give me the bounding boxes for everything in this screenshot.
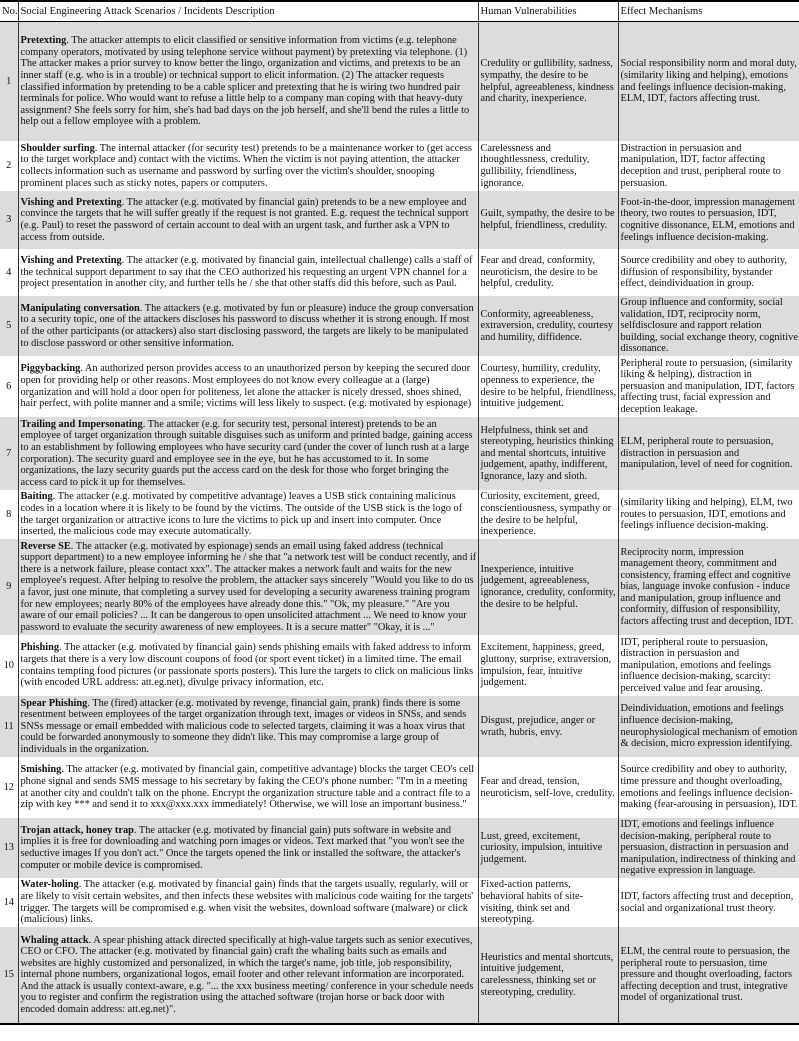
row-description — [18, 490, 478, 539]
table-header-row — [0, 1, 799, 22]
attack-title: Whaling attack — [20, 934, 89, 946]
attack-description: . The attacker (e.g. for security test, personal interest) pretends to be an employee of target organization through suitable disguises such as uniform and printed badge, gaining access to an establishment by following employees who have security card (under the cover of lunch rush at a large corporation). The security guard and employee see in the eye, but he has accustomed to it. In some organizations, the lazy security guards put the access card on the desk for those who forget bringing the access card to pick it up for themselves. — [20, 418, 473, 488]
row-number: 9 — [0, 539, 18, 635]
row-vulnerabilities: Excitement, happiness, greed, gluttony, surprise, extraversion, impulsion, fear, intuitive judgement. — [478, 635, 618, 696]
table-body — [0, 22, 799, 1025]
attack-description: . The attacker (e.g. motivated by financial gain) sends phishing emails with faked address to inform targets that there is a very low discount coupons of food (or sport event ticket) in a limited time. The email contains tempting food pictures (or passionate sports posters). This lure the targets to click on malicious links (with encoded URL address: att.eg.net), divulge privacy information, etc. — [20, 642, 474, 689]
row-mechanisms: Distraction in persuasion and manipulation, IDT, factor affecting deception and trust, peripheral route to persuasion. — [618, 141, 799, 191]
attack-description: . The (fired) attacker (e.g. motivated by revenge, financial gain, prank) finds there is some resentment between employees of the target organization through text, images or videos in SNSs, and sends SNSs message or email embedded with malicious code to selected targets, claiming it was a hoax virus that could be forwarded anonymously to someone they didn't like. This may compromise a large group of individuals in the organization. — [20, 697, 467, 755]
row-vulnerabilities: Lust, greed, excitement, curiosity, impulsion, intuitive judgement. — [478, 818, 618, 878]
row-vulnerabilities: Disgust, prejudice, anger or wrath, hubris, envy. — [478, 696, 618, 757]
row-number: 3 — [0, 191, 18, 249]
attack-description: . The attacker (e.g. motivated by espionage) sends an email using faked address (technical support department) to a new employee informing he / she that "a network test will be conduct recently, and if there is a network failure, please contact xxx". The attacker makes a network fault and waits for the new employee's request. After helping to resolve the problem, the attacker says sincerely "Would you like to do us a favor, just one minute, that completing a survey used for developing a security awareness training program for new employees; nearly 80% of the employees have already done this." "Ok, my pleasure." "Are you aware of our email policies? ... It can be dangerous to open unsolicited attachment ... We need to know your password to evaluate the security awareness of new employees. It is a secure matter" "Okay, it is ..." — [20, 540, 477, 633]
row-mechanisms: ELM, the central route to persuasion, the peripheral route to persuasion, time pressure and thought overloading, factors affecting deception and trust, integrative model of organizational trust. — [618, 927, 799, 1024]
attack-description: . A spear phishing attack directed specifically at high-value targets such as senior executives, CEO or CFO. The attacker (e.g. motivated by financial gain) craft the whaling baits such as emails and websites are highly customized and personalized, in which the target's name, job title, job responsibility, internal phone numbers, organizational logos, email footer and other relevant information are incorporated. And the attack is usually context-aware, e.g. "... the xxx business meeting/ conference in your schedule needs you to register and confirm the registration using the attached software (trojan horse or back door with encoded domain address: att.eg.net)". — [20, 934, 474, 1015]
row-mechanisms: IDT, peripheral route to persuasion, distraction in persuasion and manipulation, emotions and feelings influence decision-making, scarcity: perceived value and fear arousing. — [618, 635, 799, 696]
attack-description: . The attackers (e.g. motivated by fun or pleasure) induce the group conversation to a security topic, one of the attackers discloses his password to discuss whether it is strong enough. If most of the other participants (or attackers) also start disclosing password, the targets are likely to be manipulated to disclose password or other sensitive information. — [20, 302, 474, 349]
row-vulnerabilities: Conformity, agreeableness, extraversion, credulity, courtesy and humility, diffidence. — [478, 296, 618, 356]
table-row — [0, 141, 799, 191]
attack-title: Smishing — [20, 764, 62, 776]
row-description — [18, 635, 478, 696]
table-row — [0, 757, 799, 818]
row-number: 4 — [6, 266, 12, 278]
table-row — [0, 927, 799, 1024]
row-number: 10 — [3, 659, 14, 671]
table-row — [0, 356, 799, 417]
header-description: Social Engineering Attack Scenarios / Incidents Description — [18, 1, 478, 22]
attack-description: . The attacker (e.g. motivated by financial gain, intellectual challenge) calls a staff of the technical support department to say that the CEO authorized his requesting an urgent VPN channel for a project presentation in another city, and further tells he / she that other staffs did this before, such as Paul. — [20, 255, 473, 290]
attack-title: Pretexting — [20, 35, 67, 47]
attack-title: Trojan attack, honey trap — [20, 824, 134, 836]
row-vulnerabilities: Fear and dread, conformity, neuroticism, the desire to be helpful, credulity. — [478, 249, 618, 296]
row-vulnerabilities: Guilt, sympathy, the desire to be helpful, friendliness, credulity. — [478, 191, 618, 249]
row-mechanisms: Source credibility and obey to authority, time pressure and thought overloading, emotions and feelings influence decision-making (fear-arousing in persuasion), IDT. — [618, 757, 799, 818]
attack-title: Vishing and Pretexting — [20, 196, 122, 208]
table-row — [0, 696, 799, 757]
row-description — [18, 539, 478, 635]
row-description — [18, 878, 478, 927]
row-vulnerabilities: Curiosity, excitement, greed, conscientiousness, sympathy or the desire to be helpful, inexperience. — [478, 490, 618, 539]
table-row — [0, 490, 799, 539]
row-number: 11 — [0, 696, 18, 757]
attack-description: . The attacker (e.g. motivated by financial gain) pretends to be a new employee and convince the targets that he will suffer greatly if the request is not granted. E.g. request the technical support (e.g. Paul) to reset the password of certain account to deal with an urgent task, and further ask a VPN to access from outside. — [20, 196, 469, 243]
row-number: 5 — [0, 296, 18, 356]
row-number: 8 — [6, 508, 12, 520]
attack-description: . An authorized person provides access to an unauthorized person by keeping the secured door open for providing help or other reasons. Most employees do not know every colleague at a (large) organization and will hold a door open for politeness, let alone the attacker is nicely dressed, shoes shined, hair perfect, with polite manner and a smile; victims will less likely to suspect. (e.g. motivated by espionage) — [20, 363, 472, 410]
attack-title: Reverse SE — [20, 540, 71, 552]
row-vulnerabilities: Inexperience, intuitive judgement, agreeableness, ignorance, credulity, conformity, the desire to be helpful. — [478, 539, 618, 635]
row-number: 6 — [6, 380, 12, 392]
table-row — [0, 818, 799, 878]
row-number: 15 — [0, 927, 18, 1024]
row-vulnerabilities: Fear and dread, tension, neuroticism, self-love, credulity. — [478, 757, 618, 818]
row-mechanisms: IDT, factors affecting trust and deception, social and organizational trust theory. — [618, 878, 799, 927]
row-number: 2 — [6, 160, 12, 172]
row-mechanisms: ELM, peripheral route to persuasion, distraction in persuasion and manipulation, level of need for cognition. — [618, 417, 799, 490]
row-mechanisms: Reciprocity norm, impression management theory, commitment and consistency, framing effect and cognitive bias, language invoke confusion - induce and manipulation, group influence and conformity, diffusion of responsibility, factors affecting trust and deception, IDT. — [618, 539, 799, 635]
row-number: 14 — [3, 896, 14, 908]
attack-description: . The internal attacker (for security test) pretends to be a maintenance worker to (get access to the target workplace and) contact with the victims. When the victim is not paying attention, the attacker collects information such as username and password by surfing over the victim's shoulder, snooping prominent places such as sticky notes, papers or computers. — [20, 142, 472, 189]
row-mechanisms: Group influence and conformity, social validation, IDT, reciprocity norm, selfdisclosure and rapport relation building, social exchange theory, cognitive dissonance. — [618, 296, 799, 356]
row-description — [18, 249, 478, 296]
row-vulnerabilities: Helpfulness, think set and stereotyping, heuristics thinking and mental shortcuts, intuitive judgement, apathy, indifferent, Ignorance, lazy and sloth. — [478, 417, 618, 490]
row-mechanisms: (similarity liking and helping), ELM, two routes to persuasion, IDT, emotions and feelings influence decision-making. — [618, 490, 799, 539]
attack-title: Trailing and Impersonating — [20, 418, 143, 430]
attack-title: Manipulating conversation — [20, 302, 140, 314]
row-number: 13 — [0, 818, 18, 878]
row-vulnerabilities: Courtesy, humility, credulity, openness to experience, the desire to be helpful, friendliness, intuitive judgement. — [478, 356, 618, 417]
row-vulnerabilities: Heuristics and mental shortcuts, intuitive judgement, carelessness, thinking set or stereotyping, credulity. — [478, 927, 618, 1024]
row-mechanisms: Source credibility and obey to authority, diffusion of responsibility, bystander effect, deindividuation in group. — [618, 249, 799, 296]
attack-title: Spear Phishing — [20, 697, 88, 709]
attack-title: Vishing and Pretexting — [20, 255, 122, 267]
attack-title: Piggybacking — [20, 363, 81, 375]
row-description — [18, 696, 478, 757]
row-mechanisms: IDT, emotions and feelings influence decision-making, peripheral route to persuasion, distraction in persuasion and manipulation, indirectness of thinking and negative expression in language. — [618, 818, 799, 878]
header-no: No. — [0, 1, 18, 22]
attack-title: Shoulder surfing — [20, 142, 95, 154]
row-description — [18, 757, 478, 818]
table-row — [0, 296, 799, 356]
row-description — [18, 927, 478, 1024]
row-description — [18, 818, 478, 878]
attack-description: . The attacker (e.g. motivated by competitive advantage) leaves a USB stick containing malicious codes in a location where it is likely to be found by the victims. The outside of the USB stick is the logo of the target organization or attractive icons to lure the victims to pick up and insert into computer. Once inserted, the malicious code may execute automatically. — [20, 491, 463, 538]
attack-description: . The attacker (e.g. motivated by financial gain) finds that the targets usually, regularly, will or are likely to visit certain websites, and then infects these websites with malicious code waiting for the targets' trigger. The targets will be compromised e.g. when visit the websites, download software (malware) or click (malicious) links. — [20, 879, 474, 926]
row-mechanisms: Deindividuation, emotions and feelings influence decision-making, neurophysiological mechanism of emotion & decision, micro expression identifying. — [618, 696, 799, 757]
row-vulnerabilities: Carelessness and thoughtlessness, credulity, gullibility, friendliness, ignorance. — [478, 141, 618, 191]
table-row — [0, 417, 799, 490]
table-row — [0, 191, 799, 249]
table-row — [0, 878, 799, 927]
row-vulnerabilities: Credulity or gullibility, sadness, sympathy, the desire to be helpful, agreeableness, kindness and charity, inexperience. — [478, 22, 618, 142]
header-mechanisms: Effect Mechanisms — [618, 1, 799, 22]
table-row — [0, 22, 799, 142]
attack-title: Phishing — [20, 642, 60, 654]
header-vulnerabilities: Human Vulnerabilities — [478, 1, 618, 22]
attack-title: Water-holing — [20, 879, 79, 891]
row-mechanisms: Foot-in-the-door, impression management theory, two routes to persuasion, IDT, cognitive dissonance, ELM, emotions and feelings influence decision-making. — [618, 191, 799, 249]
row-mechanisms: Peripheral route to persuasion, (similarity liking & helping), distraction in persuasion and manipulation, IDT, factors affecting trust, facial expression and deception leakage. — [618, 356, 799, 417]
row-description — [18, 296, 478, 356]
row-description — [18, 356, 478, 417]
table-row — [0, 249, 799, 296]
table-row — [0, 635, 799, 696]
attack-description: . The attacker (e.g. motivated by financial gain, competitive advantage) blocks the target CEO's cell phone signal and sends SMS message to his secretary by faking the CEO's phone number: "I'm in a meeting at another city and couldn't talk on the phone. Encrypt the organization structure table and a contract file to a zip with key *** and send it to xxx@xxx.xxx immediately! Otherwise, we will lose an important business." — [20, 764, 475, 811]
table-row — [0, 539, 799, 635]
row-description — [18, 22, 478, 142]
row-description — [18, 191, 478, 249]
row-number: 7 — [0, 417, 18, 490]
row-description — [18, 417, 478, 490]
row-mechanisms: Social responsibility norm and moral duty, (similarity liking and helping), emotions and feelings influence decision-making, ELM, IDT, factors affecting trust. — [618, 22, 799, 142]
row-description — [18, 141, 478, 191]
row-number: 1 — [0, 22, 18, 142]
attack-title: Baiting — [20, 491, 53, 503]
attack-description: . The attacker (e.g. motivated by financial gain) puts software in website and implies it is free for downloading and watching porn images or videos. Text marked that "you won't see the seductive images If you don't act." Once the targets opened the link or installed the software, the attacker's computer or mobile device is compromised. — [20, 824, 465, 871]
row-vulnerabilities: Fixed-action patterns, behavioral habits of site-visiting, think set and stereotyping. — [478, 878, 618, 927]
attack-description: . The attacker attempts to elicit classified or sensitive information from victims (e.g. telephone company operators, motivated by using telephone service without payment) by pretexting via telephone. (1) The attacker makes a prior survey to know better the lingo, organization and victims, and pretexts to be an inner staff (e.g. who is in a trouble) or technical support to elicit information. (2) The attacker requests classified information by pretending to be a cable splicer and pretexting that he is wiring two hundred pair terminals for police. Who would want to refuse a little help to a company man coping with that heavy-duty assignment? She feels sorry for him, she's had bad days on the job herself, and she'll bend the rules a little to help out a fellow employee with a problem. — [20, 35, 470, 128]
row-number: 12 — [3, 781, 14, 793]
